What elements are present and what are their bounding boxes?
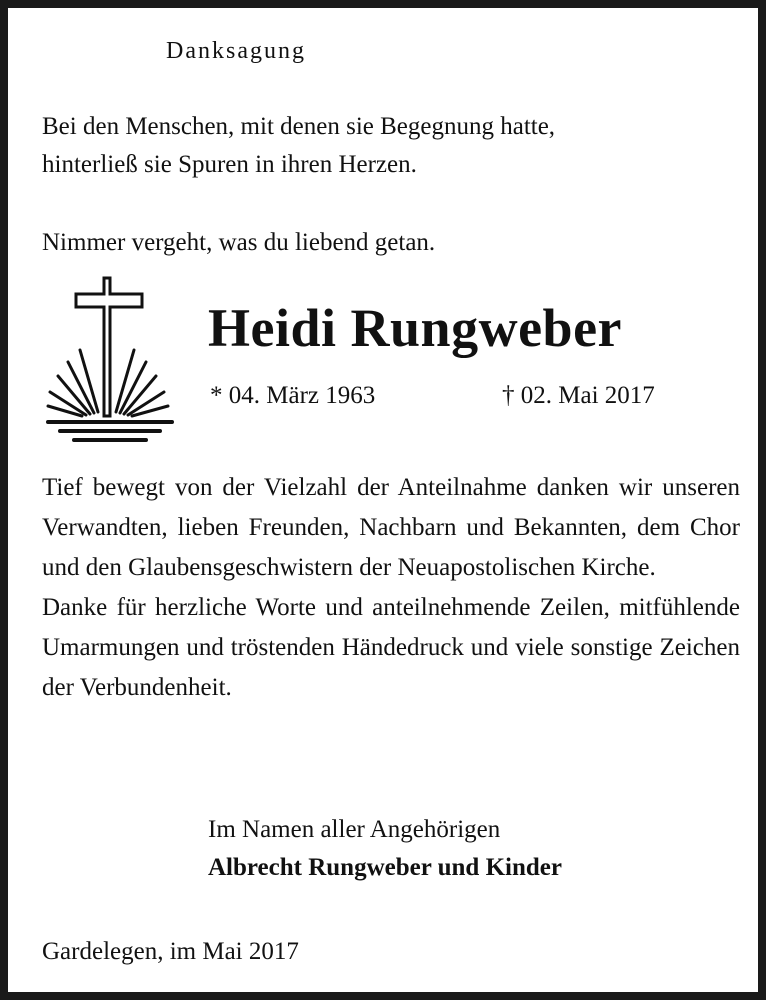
memorial-quote: Nimmer vergeht, was du liebend getan. [42, 229, 436, 256]
signature-name: Albrecht Rungweber und Kinder [208, 854, 562, 881]
birth-date: * 04. März 1963 [210, 382, 376, 409]
intro-line: Bei den Menschen, mit denen sie Begegnung hatte, [42, 113, 556, 140]
thanks-paragraph: Danke für herzliche Worte und anteilnehmende Zeilen, mitfühlende Umarmungen und tröstenden Händedruck und viele sonstige Zeichen der Verbundenheit. [42, 594, 740, 701]
place-date: Gardelegen, im Mai 2017 [42, 938, 299, 965]
intro-line: hinterließ sie Spuren in ihren Herzen. [42, 151, 417, 178]
cross-with-sun-rays-icon [44, 274, 176, 448]
deceased-name: Heidi Rungweber [208, 298, 623, 358]
thanks-paragraph: Tief bewegt von der Vielzahl der Anteilnahme danken wir unseren Verwandten, lieben Freunden, Nachbarn und Bekannten, dem Chor und den Glaubensgeschwistern der Neuapostolischen Kirche. [42, 474, 740, 581]
notice-heading: Danksagung [166, 38, 306, 64]
death-date: † 02. Mai 2017 [502, 382, 655, 409]
thanks-text [42, 468, 740, 708]
signature-line: Im Namen aller Angehörigen [208, 816, 501, 843]
intro-verse [42, 108, 555, 184]
